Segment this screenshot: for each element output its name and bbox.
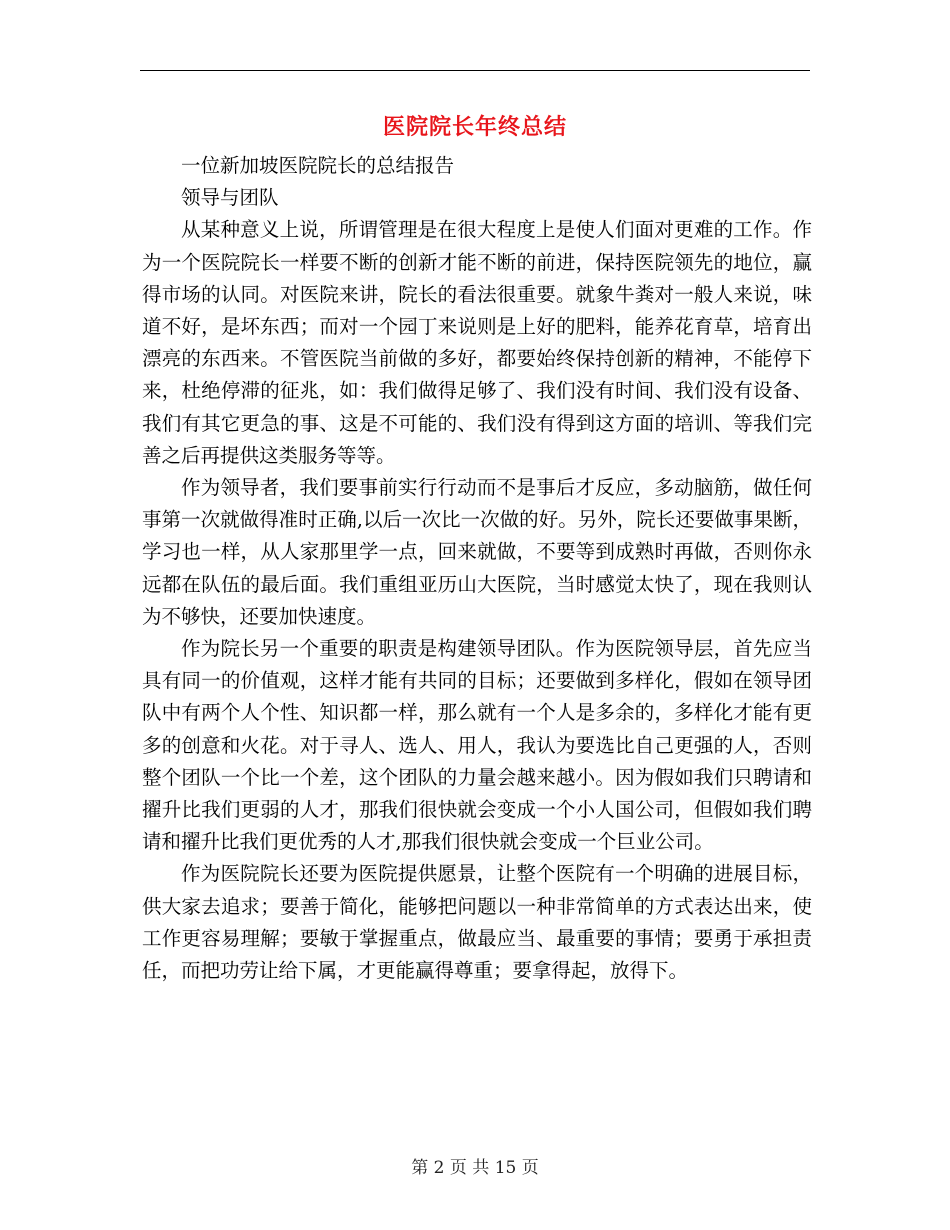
section-heading: 领导与团队	[181, 186, 279, 210]
body-paragraph: 从某种意义上说，所谓管理是在很大程度上是使人们面对更难的工作。作为一个医院院长一样要不断的创新才能不断的前进，保持医院领先的地位，赢得市场的认同。对医院来讲，院长的看法很重要。就象牛粪对一般人来说，味道不好，是坏东西；而对一个园丁来说则是上好的肥料，能养花育草，培育出漂亮的东西来。不管医院当前做的多好，都要始终保持创新的精神，不能停下来，杜绝停滞的征兆，如：我们做得足够了、我们没有时间、我们没有设备、我们有其它更急的事、这是不可能的、我们没有得到这方面的培训、等我们完善之后再提供这类服务等等。	[142, 218, 812, 467]
document-title: 医院院长年终总结	[382, 114, 567, 140]
subtitle-paragraph: 一位新加坡医院院长的总结报告	[181, 154, 455, 177]
document-body	[142, 150, 812, 987]
body-paragraph: 作为领导者，我们要事前实行行动而不是事后才反应，多动脑筋，做任何事第一次就做得准时正确,以后一次比一次做的好。另外，院长还要做事果断，学习也一样，从人家那里学一点，回来就做，不要等到成熟时再做，否则你永远都在队伍的最后面。我们重组亚历山大医院，当时感觉太快了，现在我则认为不够快，还要加快速度。	[142, 476, 812, 628]
body-paragraph: 作为院长另一个重要的职责是构建领导团队。作为医院领导层，首先应当具有同一的价值观，这样才能有共同的目标；还要做到多样化，假如在领导团队中有两个人个性、知识都一样，那么就有一个人是多余的，多样化才能有更多的创意和火花。对于寻人、选人、用人，我认为要选比自己更强的人，否则整个团队一个比一个差，这个团队的力量会越来越小。因为假如我们只聘请和擢升比我们更弱的人才，那我们很快就会变成一个小人国公司，但假如我们聘请和擢升比我们更优秀的人才,那我们很快就会变成一个巨业公司。	[142, 637, 812, 854]
page-footer: 第 2 页 共 15 页	[411, 1158, 539, 1178]
header-rule	[140, 70, 810, 71]
body-paragraph: 作为医院院长还要为医院提供愿景，让整个医院有一个明确的进展目标，供大家去追求；要善于简化，能够把问题以一种非常简单的方式表达出来，使工作更容易理解；要敏于掌握重点，做最应当、最重要的事情；要勇于承担责任，而把功劳让给下属，才更能赢得尊重；要拿得起，放得下。	[142, 862, 812, 983]
